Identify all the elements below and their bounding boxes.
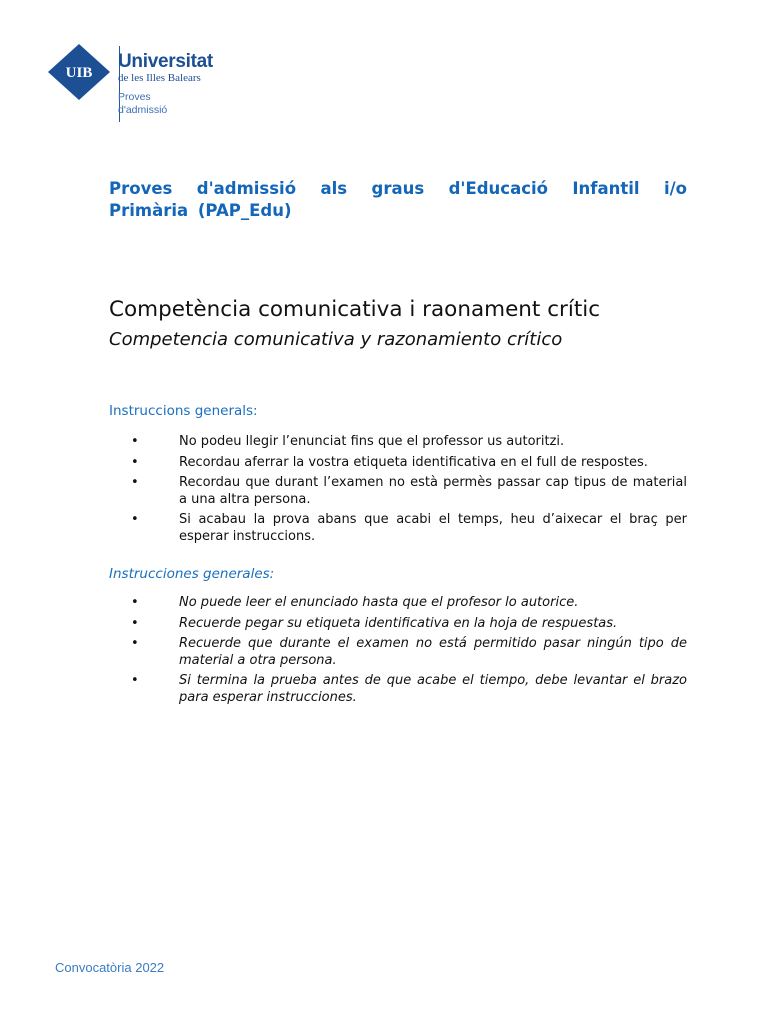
instructions-list-catalan <box>109 434 687 549</box>
list-item <box>109 636 687 669</box>
logo-name: Universitat <box>118 51 213 72</box>
logo-section-line1: Proves <box>118 91 151 103</box>
bullet-icon: • <box>131 475 139 490</box>
list-item <box>109 673 687 706</box>
instructions-heading-spanish: Instrucciones generales: <box>109 566 275 582</box>
instruction-text: No puede leer el enunciado hasta que el profesor lo autorice. <box>179 595 579 610</box>
subtitle-spanish: Competencia comunicativa y razonamiento crítico <box>109 329 563 350</box>
uib-emblem-icon <box>48 44 110 100</box>
footer-convocatoria: Convocatòria 2022 <box>55 960 165 975</box>
logo-subname: de les Illes Balears <box>118 72 201 84</box>
bullet-icon: • <box>131 512 139 527</box>
instruction-text: Si acabau la prova abans que acabi el temps, heu d’aixecar el braç per esperar instruccions. <box>179 512 687 544</box>
logo-section-line2: d'admissió <box>118 104 168 116</box>
instruction-text: Si termina la prueba antes de que acabe el tiempo, debe levantar el brazo para esperar instrucciones. <box>179 673 687 705</box>
emblem-text: UIB <box>65 65 93 81</box>
bullet-icon: • <box>131 454 139 470</box>
list-item <box>109 616 687 633</box>
bullet-icon: • <box>131 636 139 651</box>
bullet-icon: • <box>131 595 139 610</box>
list-item <box>109 512 687 545</box>
instructions-heading-catalan: Instruccions generals: <box>109 403 258 419</box>
instruction-text: Recuerde que durante el examen no está permitido pasar ningún tipo de material a otra persona. <box>179 636 687 668</box>
list-item <box>109 475 687 508</box>
bullet-icon: • <box>131 615 139 631</box>
bullet-icon: • <box>131 434 139 449</box>
logo-section <box>118 91 167 117</box>
uib-logo <box>48 44 218 126</box>
instruction-text: Recordau aferrar la vostra etiqueta identificativa en el full de respostes. <box>179 454 648 470</box>
list-item <box>109 455 687 472</box>
instruction-text: Recuerde pegar su etiqueta identificativa en la hoja de respuestas. <box>179 615 618 631</box>
instructions-list-spanish <box>109 595 687 710</box>
list-item <box>109 434 687 451</box>
list-item <box>109 595 687 612</box>
subtitle-catalan: Competència comunicativa i raonament crític <box>109 297 601 322</box>
instruction-text: Recordau que durant l’examen no està permès passar cap tipus de material a una altra persona. <box>179 475 687 507</box>
document-title: Proves d'admissió als graus d'Educació Infantil i/o Primària (PAP_Edu) <box>109 179 687 220</box>
bullet-icon: • <box>131 673 139 688</box>
instruction-text: No podeu llegir l’enunciat fins que el professor us autoritzi. <box>179 434 565 449</box>
